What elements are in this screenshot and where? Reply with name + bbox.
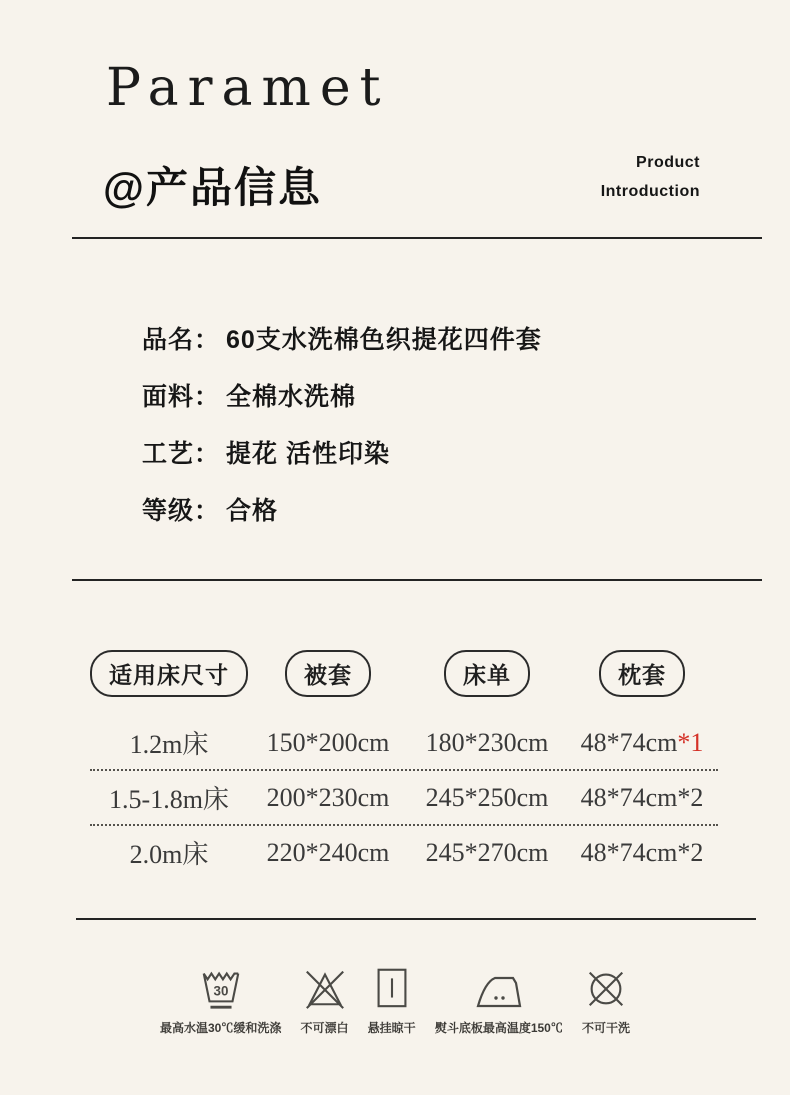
pillow-size: 48*74cm bbox=[580, 837, 678, 867]
detail-label: 品名： bbox=[142, 325, 221, 354]
pillow-size: 48*74cm bbox=[580, 782, 678, 812]
divider-middle bbox=[72, 579, 762, 581]
cell-pillow bbox=[566, 838, 718, 868]
no-bleach-icon bbox=[302, 962, 348, 1012]
cell-sheet: 245*270cm bbox=[425, 837, 549, 867]
header-cell bbox=[248, 650, 408, 697]
cell-duvet: 200*230cm bbox=[266, 782, 390, 812]
header-cell bbox=[90, 650, 248, 697]
cell-bed: 1.2m床 bbox=[129, 730, 209, 759]
column-pill-bed-size: 适用床尺寸 bbox=[90, 650, 248, 697]
table-row bbox=[90, 716, 718, 771]
cell-pillow bbox=[566, 728, 718, 758]
detail-label: 面料： bbox=[142, 382, 221, 411]
column-pill-sheet: 床单 bbox=[444, 650, 530, 697]
size-table-header bbox=[90, 650, 718, 692]
care-item-no-dry-clean bbox=[582, 962, 630, 1036]
cell-duvet: 220*240cm bbox=[266, 837, 390, 867]
pillow-qty: *2 bbox=[677, 837, 704, 867]
svg-text:30: 30 bbox=[213, 983, 229, 999]
cell-sheet: 180*230cm bbox=[425, 727, 549, 757]
pillow-qty: *1 bbox=[677, 727, 704, 757]
detail-value: 全棉水洗棉 bbox=[226, 382, 357, 411]
care-caption: 不可干洗 bbox=[581, 1021, 630, 1035]
care-item-wash bbox=[160, 962, 281, 1036]
detail-label: 工艺： bbox=[142, 439, 221, 468]
divider-top bbox=[72, 237, 762, 239]
section-subtitle bbox=[601, 148, 700, 206]
table-row bbox=[90, 826, 718, 879]
table-row bbox=[90, 771, 718, 826]
product-details bbox=[142, 309, 542, 537]
cell-duvet: 150*200cm bbox=[266, 727, 390, 757]
divider-bottom bbox=[76, 918, 756, 920]
care-caption: 熨斗底板最高温度150℃ bbox=[434, 1021, 563, 1035]
size-table-body bbox=[90, 716, 718, 879]
column-pill-pillowcase: 枕套 bbox=[599, 650, 685, 697]
cell-pillow bbox=[566, 783, 718, 813]
detail-row-name bbox=[142, 309, 542, 366]
column-pill-duvet-cover: 被套 bbox=[285, 650, 371, 697]
detail-row-fabric bbox=[142, 366, 542, 423]
care-item-iron bbox=[435, 962, 563, 1036]
pillow-qty: *2 bbox=[677, 782, 704, 812]
pillow-size: 48*74cm bbox=[580, 727, 678, 757]
header-cell bbox=[408, 650, 566, 697]
detail-label: 等级： bbox=[142, 496, 221, 525]
iron-150-icon bbox=[475, 962, 523, 1012]
subtitle-line-1: Product bbox=[636, 154, 700, 171]
care-instructions bbox=[160, 962, 630, 1036]
header-cell bbox=[566, 650, 718, 697]
care-item-no-bleach bbox=[301, 962, 349, 1036]
detail-row-grade bbox=[142, 480, 542, 537]
care-item-hang-dry bbox=[368, 962, 416, 1036]
hang-dry-icon bbox=[369, 962, 415, 1012]
detail-value: 60支水洗棉色织提花四件套 bbox=[226, 325, 542, 354]
wash-30-icon bbox=[198, 962, 244, 1012]
no-dry-clean-icon bbox=[583, 962, 629, 1012]
cell-bed: 1.5-1.8m床 bbox=[109, 785, 229, 814]
subtitle-line-2: Introduction bbox=[600, 183, 700, 200]
cell-bed: 2.0m床 bbox=[129, 840, 209, 869]
size-table bbox=[90, 650, 718, 879]
care-caption: 不可漂白 bbox=[300, 1021, 349, 1035]
detail-value: 提花 活性印染 bbox=[226, 439, 390, 468]
page-title: @产品信息 bbox=[103, 164, 322, 211]
care-caption: 悬挂晾干 bbox=[367, 1021, 416, 1035]
cell-sheet: 245*250cm bbox=[425, 782, 549, 812]
detail-value: 合格 bbox=[226, 496, 279, 525]
care-caption: 最高水温30℃缓和洗涤 bbox=[160, 1021, 282, 1035]
brand-title: Paramet bbox=[106, 58, 390, 118]
detail-row-craft bbox=[142, 423, 542, 480]
